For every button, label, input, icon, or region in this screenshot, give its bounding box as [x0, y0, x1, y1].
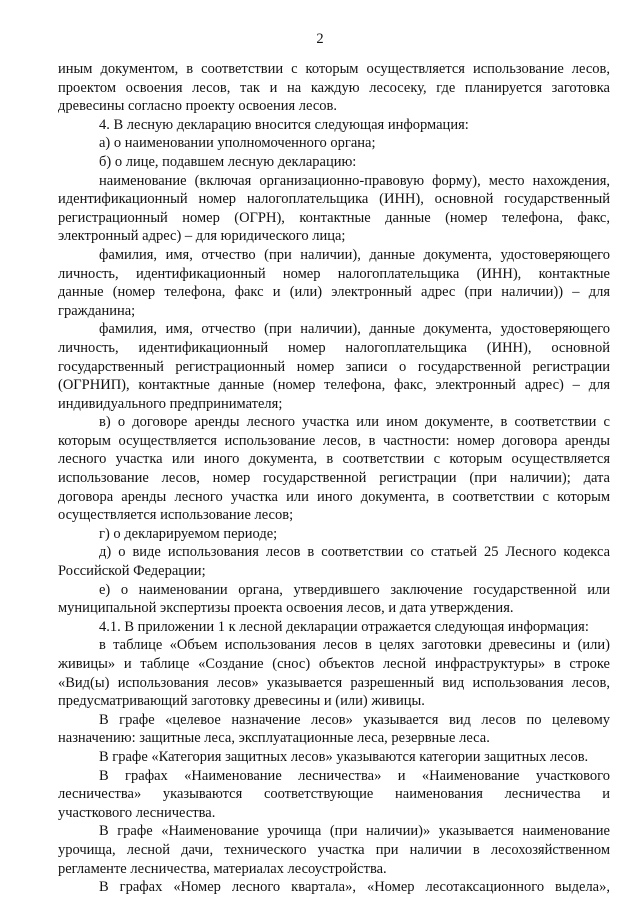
text-line: регистрационный номер (ОГРН), контактные данные (номер телефона, факс, [58, 209, 610, 226]
text-line: в) о договоре аренды лесного участка или ином документе, в соответствии с [99, 414, 610, 431]
text-line: участкового лесничества. [58, 804, 216, 821]
text-line: а) о наименовании уполномоченного органа; [99, 135, 376, 152]
document-body [58, 60, 610, 897]
text-line: которым осуществляется использование лесов, в частности: номер договора аренды [58, 432, 610, 449]
text-line: осуществляется использование лесов; [58, 507, 294, 524]
text-line: наименование (включая организационно-правовую форму), место нахождения, [99, 172, 610, 189]
text-line: фамилия, имя, отчество (при наличии), данные документа, удостоверяющего [99, 321, 610, 338]
text-line: данные (номер телефона, факс и (или) электронный адрес (при наличии)) – для [58, 284, 610, 301]
text-line: электронный адрес) – для юридического лица; [58, 228, 346, 245]
text-line: использование лесов, номер государственной регистрации (при наличии); дата [58, 470, 610, 487]
text-line: гражданина; [58, 302, 136, 319]
text-line: в таблице «Объем использования лесов в целях заготовки древесины и (или) [99, 637, 610, 654]
text-line: индивидуального предпринимателя; [58, 395, 283, 412]
text-line: фамилия, имя, отчество (при наличии), данные документа, удостоверяющего [99, 246, 610, 263]
text-line: В графе «целевое назначение лесов» указывается вид лесов по целевому [99, 711, 610, 728]
text-line: живицы» и таблице «Создание (снос) объектов лесной инфраструктуры» в строке [58, 656, 610, 672]
text-line: иным документом, в соответствии с которым осуществляется использование лесов, [58, 61, 610, 77]
text-line: е) о наименовании органа, утвердившего заключение государственной или [99, 581, 610, 598]
text-line: предусматривающий заготовку древесины и (или) живицы. [58, 693, 425, 710]
text-line: (ОГРНИП), контактные данные (номер телефона, факс, электронный адрес) – для [58, 377, 610, 394]
text-line: идентификационный номер налогоплательщика (ИНН), основной государственный [58, 191, 610, 208]
text-line: урочища, лесной дачи, технического участка при наличии в лесохозяйственном [58, 841, 610, 858]
text-line: личность, идентификационный номер налогоплательщика (ИНН), контактные [58, 265, 610, 282]
text-line: «Вид(ы) использования лесов» указывается разрешенный вид использования лесов, [58, 674, 610, 691]
text-line: В графе «Наименование урочища (при наличии)» указывается наименование [99, 823, 610, 840]
text-line: назначению: защитные леса, эксплуатационные леса, резервные леса. [58, 730, 490, 747]
text-line: государственный регистрационный номер записи о государственной регистрации [58, 358, 610, 375]
page-number: 2 [316, 31, 324, 47]
text-line: лесничества» указываются соответствующие наименования лесничества и [58, 786, 610, 803]
text-line: В графе «Категория защитных лесов» указываются категории защитных лесов. [99, 748, 589, 765]
text-line: проектом освоения лесов, так и на каждую лесосеку, где планируется заготовка [58, 79, 610, 96]
text-line: д) о виде использования лесов в соответствии со статьей 25 Лесного кодекса [99, 544, 610, 561]
text-line: муниципальной экспертизы проекта освоения лесов, и дата утверждения. [58, 600, 514, 617]
text-line: регламенте лесничества, материалах лесоустройства. [58, 860, 387, 877]
text-line: лесного участка или иного документа, в соответствии с которым осуществляется [58, 451, 610, 468]
text-line: личность, идентификационный номер налогоплательщика (ИНН), основной [58, 339, 610, 356]
text-line: древесины согласно проекту освоения лесов. [58, 98, 337, 115]
text-line: В графах «Номер лесного квартала», «Номер лесотаксационного выдела», [99, 879, 610, 896]
text-line: б) о лице, подавшем лесную декларацию: [99, 153, 357, 170]
text-line: 4.1. В приложении 1 к лесной декларации отражается следующая информация: [99, 618, 589, 635]
text-line: Российской Федерации; [58, 563, 206, 580]
text-line: В графах «Наименование лесничества» и «Наименование участкового [99, 767, 610, 784]
text-line: 4. В лесную декларацию вносится следующая информация: [99, 116, 469, 133]
text-line: договора аренды лесного участка или иного документа, в соответствии с которым [58, 488, 610, 505]
text-line: г) о декларируемом периоде; [99, 525, 278, 542]
